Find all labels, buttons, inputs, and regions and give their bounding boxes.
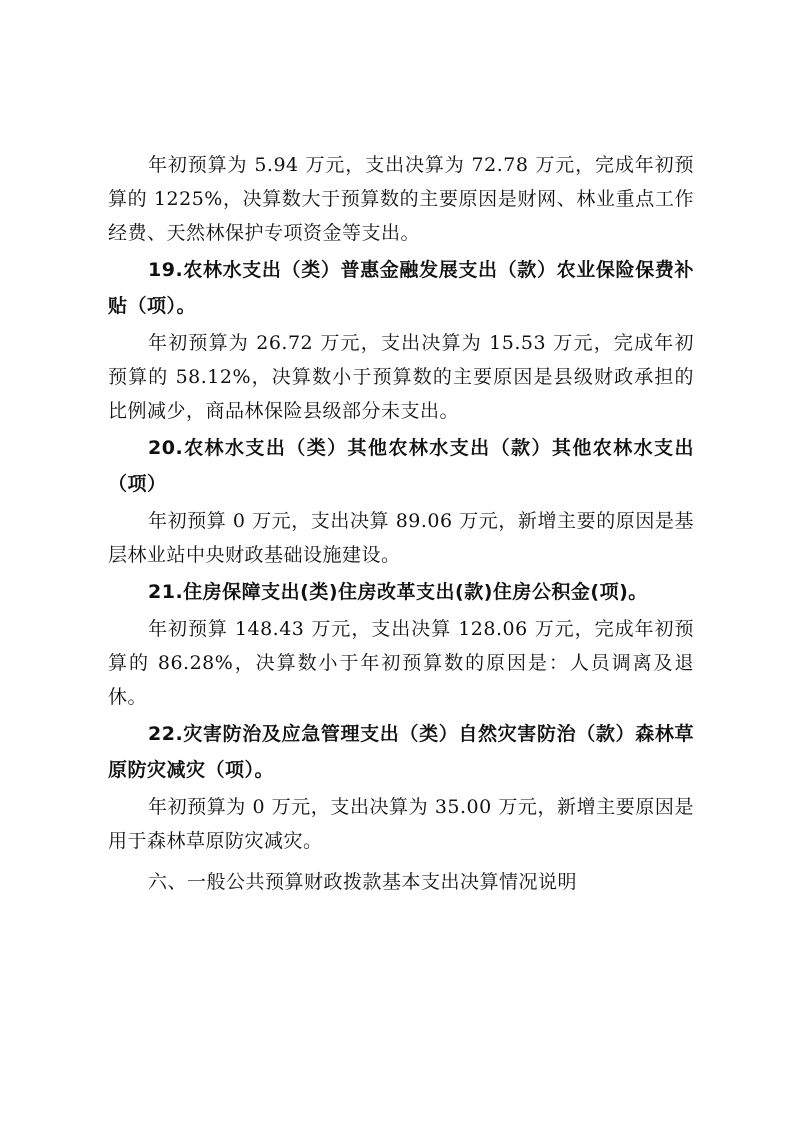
paragraph-item-21: 年初预算 148.43 万元，支出决算 128.06 万元，完成年初预算的 86.28%，决算数小于年初预算数的原因是：人员调离及退休。 bbox=[108, 618, 694, 708]
heading-item-19: 19.农林水支出（类）普惠金融发展支出（款）农业保险保费补贴（项）。 bbox=[108, 259, 694, 317]
heading-item-20: 20.农林水支出（类）其他农林水支出（款）其他农林水支出（项） bbox=[108, 437, 694, 495]
heading-item-22: 22.灾害防治及应急管理支出（类）自然灾害防治（款）森林草原防灾减灾（项）。 bbox=[108, 723, 694, 781]
document-page bbox=[108, 148, 694, 900]
paragraph-item-19: 年初预算为 26.72 万元，支出决算为 15.53 万元，完成年初预算的 58.12%，决算数小于预算数的主要原因是县级财政承担的比例减少，商品林保险县级部分未支出。 bbox=[108, 332, 694, 422]
paragraph-forestry-budget: 年初预算为 5.94 万元，支出决算为 72.78 万元，完成年初预算的 1225%，决算数大于预算数的主要原因是财网、林业重点工作经费、天然林保护专项资金等支出。 bbox=[108, 154, 694, 244]
heading-item-21: 21.住房保障支出(类)住房改革支出(款)住房公积金(项)。 bbox=[148, 581, 648, 603]
paragraph-item-22: 年初预算为 0 万元，支出决算为 35.00 万元，新增主要原因是用于森林草原防灾减灾。 bbox=[108, 796, 694, 852]
paragraph-item-20: 年初预算 0 万元，支出决算 89.06 万元，新增主要的原因是基层林业站中央财政基础设施建设。 bbox=[108, 510, 694, 566]
section-heading-six: 六、一般公共预算财政拨款基本支出决算情况说明 bbox=[148, 871, 578, 893]
